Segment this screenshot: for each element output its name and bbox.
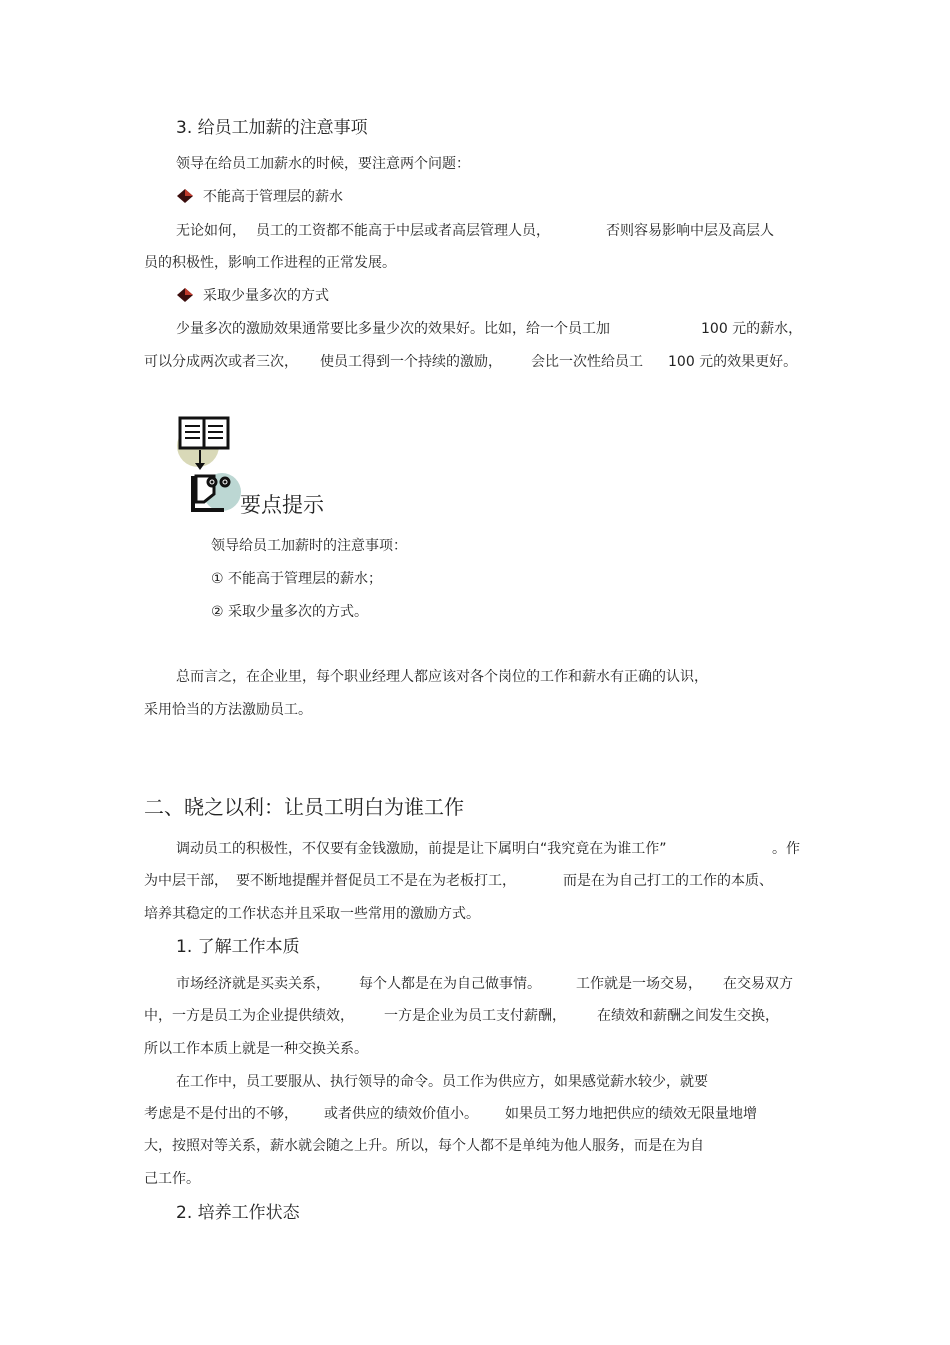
paragraph-fragment: 市场经济就是买卖关系， xyxy=(176,976,330,992)
bullet-label: 不能高于管理层的薪水 xyxy=(203,189,343,205)
subsection-heading: 1. 了解工作本质 xyxy=(176,937,300,957)
paragraph-fragment: 在交易双方 xyxy=(723,976,793,992)
paragraph-line: 采用恰当的方法激励员工。 xyxy=(144,702,312,718)
section-heading: 二、晓之以利：让员工明白为谁工作 xyxy=(144,795,464,819)
paragraph-fragment: 中，一方是员工为企业提供绩效， xyxy=(144,1008,354,1024)
tip-item: ② 采取少量多次的方式。 xyxy=(211,604,369,620)
paragraph-fragment: 100 元的效果更好。 xyxy=(668,354,798,370)
diamond-bullet-icon xyxy=(177,189,193,203)
paragraph-fragment: 否则容易影响中层及高层人 xyxy=(606,223,774,239)
subsection-heading: 2. 培养工作状态 xyxy=(176,1203,300,1223)
book-and-document-icon xyxy=(176,414,242,516)
paragraph-line: 培养其稳定的工作状态并且采取一些常用的激励方式。 xyxy=(144,906,480,922)
paragraph-line: 领导在给员工加薪水的时候，要注意两个问题： xyxy=(176,156,470,172)
paragraph-fragment: 要不断地提醒并督促员工不是在为老板打工， xyxy=(236,873,516,889)
bullet-label: 采取少量多次的方式 xyxy=(203,288,329,304)
paragraph-fragment: 100 元的薪水， xyxy=(701,321,803,337)
paragraph-line: 在工作中，员工要服从、执行领导的命令。员工作为供应方，如果感觉薪水较少，就要 xyxy=(176,1074,708,1090)
paragraph-fragment: 而是在为自己打工的工作的本质、 xyxy=(563,873,773,889)
paragraph-fragment: 员工的工资都不能高于中层或者高层管理人员， xyxy=(256,223,550,239)
paragraph-fragment: 调动员工的积极性，不仅要有金钱激励，前提是让下属明白“我究竟在为谁工作” xyxy=(176,841,667,857)
paragraph-fragment: 使员工得到一个持续的激励， xyxy=(320,354,502,370)
paragraph-line: 所以工作本质上就是一种交换关系。 xyxy=(144,1041,368,1057)
section-heading: 3. 给员工加薪的注意事项 xyxy=(176,118,368,138)
paragraph-line: 大，按照对等关系，薪水就会随之上升。所以，每个人都不是单纯为他人服务，而是在为自 xyxy=(144,1138,704,1154)
paragraph-line: 员的积极性，影响工作进程的正常发展。 xyxy=(144,255,396,271)
paragraph-line: 己工作。 xyxy=(144,1171,200,1187)
tip-title: 要点提示 xyxy=(240,493,324,517)
paragraph-fragment: 可以分成两次或者三次， xyxy=(144,354,298,370)
tip-item: ① 不能高于管理层的薪水； xyxy=(211,571,383,587)
paragraph-line: 总而言之，在企业里，每个职业经理人都应该对各个岗位的工作和薪水有正确的认识， xyxy=(176,669,708,685)
paragraph-fragment: 如果员工努力地把供应的绩效无限量地增 xyxy=(505,1106,757,1122)
paragraph-fragment: 会比一次性给员工 xyxy=(531,354,643,370)
tip-intro: 领导给员工加薪时的注意事项： xyxy=(211,538,407,554)
paragraph-fragment: 或者供应的绩效价值小。 xyxy=(324,1106,478,1122)
paragraph-fragment: 少量多次的激励效果通常要比多量少次的效果好。比如，给一个员工加 xyxy=(176,321,610,337)
paragraph-fragment: 工作就是一场交易， xyxy=(576,976,702,992)
paragraph-fragment: 为中层干部， xyxy=(144,873,228,889)
paragraph-fragment: 无论如何， xyxy=(176,223,246,239)
diamond-bullet-icon xyxy=(177,288,193,302)
paragraph-fragment: 在绩效和薪酬之间发生交换， xyxy=(597,1008,779,1024)
paragraph-fragment: 每个人都是在为自己做事情。 xyxy=(359,976,541,992)
paragraph-fragment: 一方是企业为员工支付薪酬， xyxy=(384,1008,566,1024)
paragraph-fragment: 。作 xyxy=(772,841,800,857)
paragraph-fragment: 考虑是不是付出的不够， xyxy=(144,1106,298,1122)
